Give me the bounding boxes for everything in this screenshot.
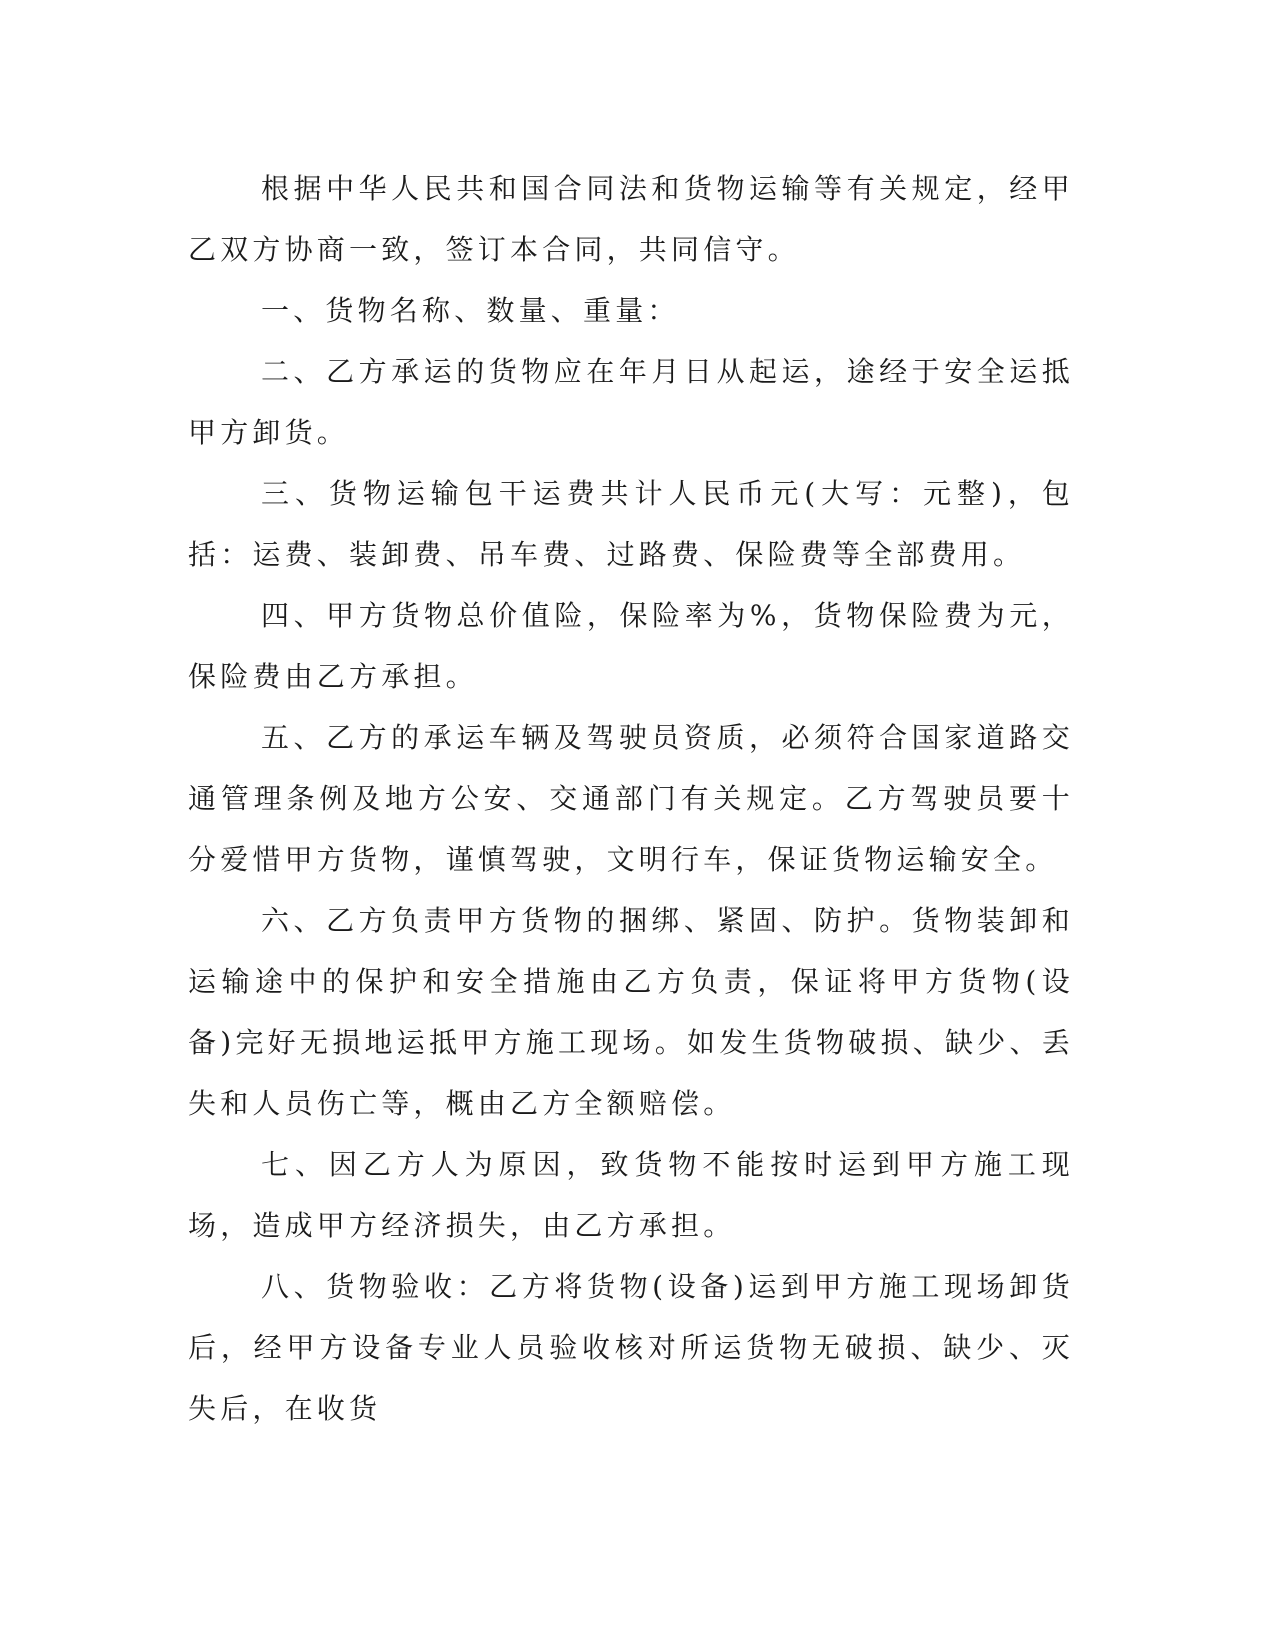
paragraph-preamble: 根据中华人民共和国合同法和货物运输等有关规定，经甲乙双方协商一致，签订本合同，共同信守。 bbox=[188, 172, 1074, 266]
paragraph-clause-2: 二、乙方承运的货物应在年月日从起运，途经于安全运抵甲方卸货。 bbox=[188, 355, 1074, 449]
paragraph-clause-1: 一、货物名称、数量、重量： bbox=[261, 294, 680, 327]
paragraph-clause-5: 五、乙方的承运车辆及驾驶员资质，必须符合国家道路交通管理条例及地方公安、交通部门有关规定。乙方驾驶员要十分爱惜甲方货物，谨慎驾驶，文明行车，保证货物运输安全。 bbox=[188, 721, 1074, 876]
paragraph-clause-6: 六、乙方负责甲方货物的捆绑、紧固、防护。货物装卸和运输途中的保护和安全措施由乙方负责，保证将甲方货物(设备)完好无损地运抵甲方施工现场。如发生货物破损、缺少、丢失和人员伤亡等，概由乙方全额赔偿。 bbox=[188, 904, 1074, 1120]
paragraph-clause-3: 三、货物运输包干运费共计人民币元(大写：元整)，包括：运费、装卸费、吊车费、过路费、保险费等全部费用。 bbox=[188, 477, 1074, 571]
paragraph-clause-8: 八、货物验收：乙方将货物(设备)运到甲方施工现场卸货后，经甲方设备专业人员验收核对所运货物无破损、缺少、灭失后，在收货 bbox=[188, 1270, 1074, 1425]
paragraph-clause-4: 四、甲方货物总价值险，保险率为%，货物保险费为元，保险费由乙方承担。 bbox=[188, 599, 1074, 693]
paragraph-clause-7: 七、因乙方人为原因，致货物不能按时运到甲方施工现场，造成甲方经济损失，由乙方承担。 bbox=[188, 1148, 1074, 1242]
contract-body bbox=[188, 158, 1074, 1439]
